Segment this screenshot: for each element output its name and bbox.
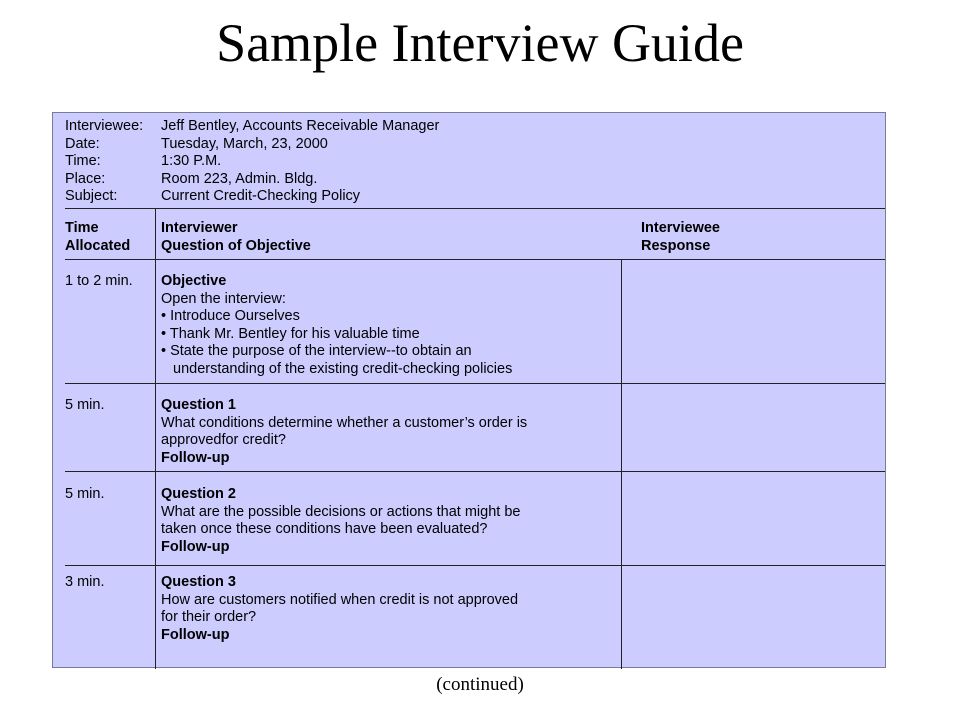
info-value: Tuesday, March, 23, 2000	[161, 135, 328, 152]
info-label: Place:	[65, 170, 106, 187]
info-row-date	[65, 136, 665, 154]
row-question-1	[161, 397, 631, 467]
row-heading: Objective	[161, 273, 227, 289]
header-line: Interviewer	[161, 220, 238, 236]
header-line: Allocated	[65, 237, 131, 254]
row-heading: Question 2	[161, 486, 236, 502]
row-line: Open the interview:	[161, 290, 286, 307]
row-line: • State the purpose of the interview--to obtain an	[161, 343, 472, 359]
divider	[65, 208, 885, 209]
header-line: Interviewee	[641, 220, 720, 236]
header-line: Question of Objective	[161, 237, 311, 254]
info-row-interviewee	[65, 118, 665, 136]
row-line: What conditions determine whether a customer’s order is	[161, 414, 528, 431]
row-heading: Question 1	[161, 397, 236, 413]
row-time: 3 min.	[65, 574, 105, 590]
page-title: Sample Interview Guide	[216, 13, 744, 73]
info-label: Date:	[65, 135, 100, 152]
row-line: taken once these conditions have been evaluated?	[161, 521, 488, 537]
info-row-place	[65, 171, 665, 189]
row-line: What are the possible decisions or actions that might be	[161, 503, 521, 520]
divider	[65, 565, 885, 566]
row-question-3	[161, 574, 631, 644]
row-question-2	[161, 486, 631, 556]
row-line: • Introduce Ourselves	[161, 308, 300, 324]
info-value: Current Credit-Checking Policy	[161, 188, 361, 204]
divider	[65, 471, 885, 472]
row-line: • Thank Mr. Bentley for his valuable time	[161, 325, 420, 342]
row-time: 5 min.	[65, 397, 105, 413]
row-time: 1 to 2 min.	[65, 273, 133, 289]
info-value: Jeff Bentley, Accounts Receivable Manager	[161, 118, 440, 134]
row-line: understanding of the existing credit-checking policies	[173, 360, 513, 377]
row-objective	[161, 273, 631, 378]
info-label: Subject:	[65, 188, 118, 204]
continued-note: (continued)	[436, 674, 524, 695]
divider	[65, 383, 885, 384]
info-label: Interviewee:	[65, 118, 144, 134]
info-value: 1:30 P.M.	[161, 153, 222, 169]
header-line: Time	[65, 220, 99, 236]
column-divider	[155, 209, 156, 669]
row-line: approvedfor credit?	[161, 432, 286, 448]
info-value: Room 223, Admin. Bldg.	[161, 170, 318, 187]
divider	[65, 259, 885, 260]
header-interviewer-question	[161, 220, 311, 255]
row-followup: Follow-up	[161, 538, 230, 555]
interview-guide-panel	[52, 112, 886, 668]
row-followup: Follow-up	[161, 449, 230, 466]
info-row-time	[65, 153, 665, 171]
row-heading: Question 3	[161, 574, 236, 590]
info-row-subject	[65, 188, 665, 206]
header-interviewee-response	[641, 220, 720, 255]
info-label: Time:	[65, 153, 101, 169]
header-time-allocated	[65, 220, 130, 255]
header-line: Response	[641, 237, 711, 254]
row-line: for their order?	[161, 609, 257, 625]
row-time: 5 min.	[65, 486, 105, 502]
row-followup: Follow-up	[161, 626, 230, 643]
interview-info-block	[65, 118, 665, 206]
row-line: How are customers notified when credit is not approved	[161, 591, 519, 608]
